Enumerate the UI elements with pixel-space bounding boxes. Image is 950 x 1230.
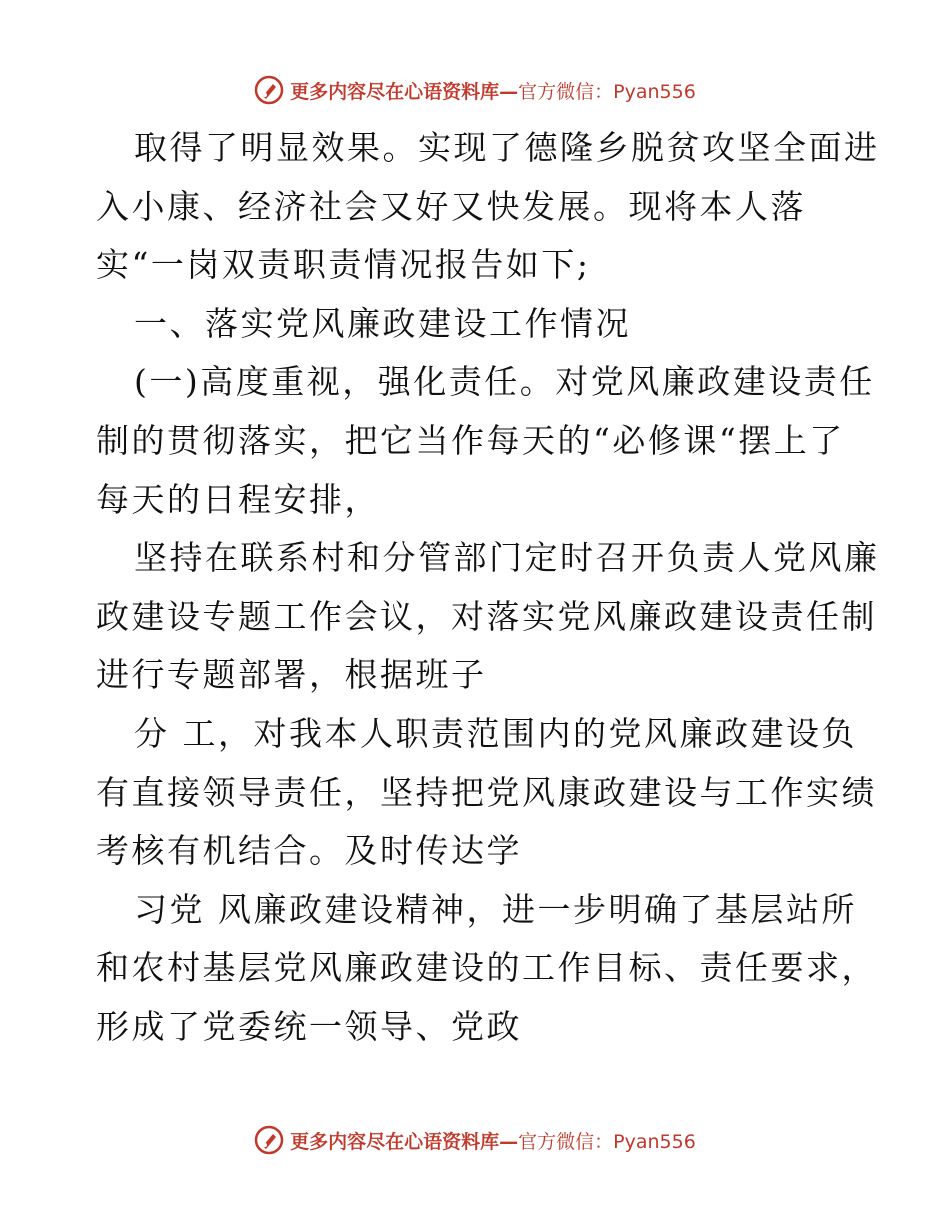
text-line: 实“一岗双责职责情况报告如下;: [96, 245, 591, 285]
text-line: 政建设专题工作会议，对落实党风廉政建设责任制: [96, 596, 877, 636]
text-line: 习党 风廉政建设精神，进一步明确了基层站所: [134, 889, 857, 929]
text-line: 入小康、经济社会又好又快发展。现将本人落: [96, 186, 806, 226]
text-line: 坚持在联系村和分管部门定时召开负责人党风廉: [134, 538, 880, 578]
text-line: 制的贯彻落实，把它当作每天的“必修课“摆上了: [96, 420, 845, 460]
pen-nib-logo-icon: [254, 75, 284, 105]
text-line: 取得了明显效果。实现了德隆乡脱贫攻坚全面进: [134, 128, 880, 167]
text-line: 形成了党委统一领导、党政: [96, 1006, 522, 1046]
watermark-text: 更多内容尽在心语资料库—官方微信：Pyan556: [290, 1130, 696, 1153]
document-body: [96, 124, 880, 1062]
text-line: 有直接领导责任，坚持把党风康政建设与工作实绩: [96, 772, 877, 812]
section-heading: 一、落实党风廉政建设工作情况: [134, 303, 631, 343]
text-line: 考核有机结合。及时传达学: [96, 831, 522, 871]
pen-nib-logo-icon: [254, 1125, 284, 1155]
text-line: 每天的日程安排，: [96, 479, 380, 519]
text-line: 分 工，对我本人职责范围内的党风廉政建设负: [134, 713, 857, 753]
header-watermark-banner: [0, 70, 950, 110]
text-line: (一)高度重视，强化责任。对党风廉政建设责任: [134, 362, 875, 402]
text-line: 和农村基层党风廉政建设的工作目标、责任要求，: [96, 948, 877, 988]
footer-watermark-banner: [0, 1120, 950, 1160]
text-line: 进行专题部署，根据班子: [96, 655, 487, 695]
watermark-text: 更多内容尽在心语资料库—官方微信：Pyan556: [290, 80, 696, 103]
